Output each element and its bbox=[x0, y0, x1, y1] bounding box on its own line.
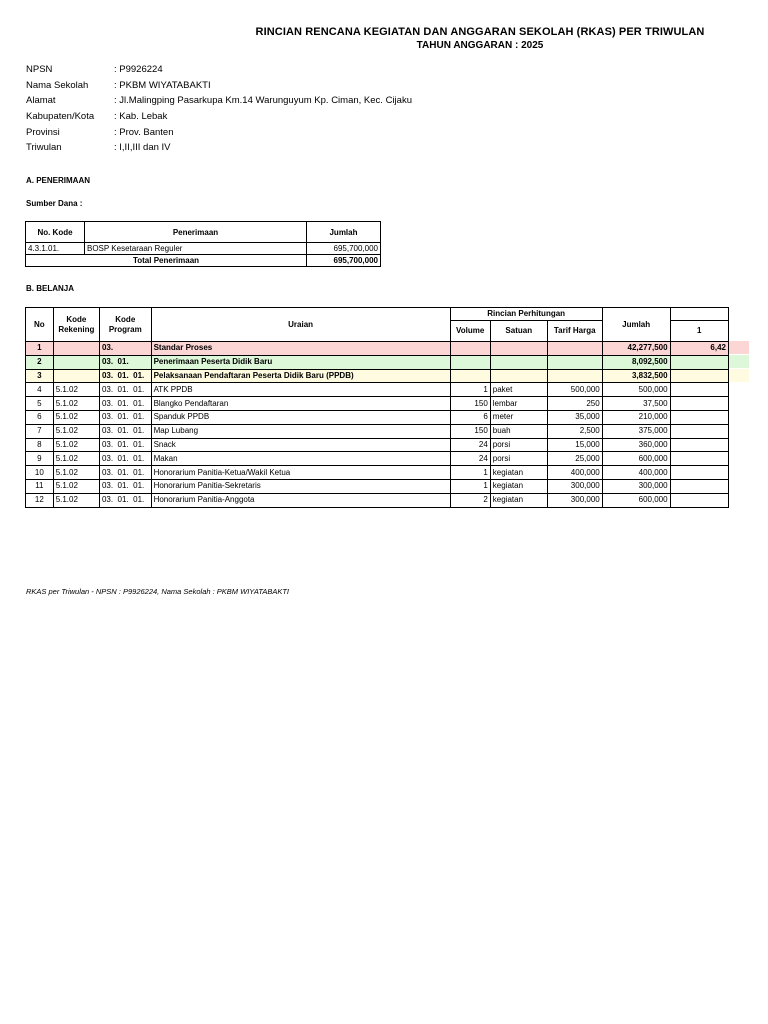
table-row bbox=[26, 342, 729, 356]
cell-uraian: Penerimaan Peserta Didik Baru bbox=[151, 355, 450, 369]
info-label: Nama Sekolah bbox=[26, 79, 89, 91]
cell-jumlah: 375,000 bbox=[602, 424, 670, 438]
cell-tarif: 500,000 bbox=[547, 383, 602, 397]
table-row bbox=[26, 383, 729, 397]
school-info bbox=[26, 62, 412, 156]
cell-triwulan-1 bbox=[670, 438, 728, 452]
belanja-table-viewport bbox=[25, 307, 729, 509]
cell-uraian: Honorarium Panitia-Anggota bbox=[151, 493, 450, 507]
cell-uraian: ATK PPDB bbox=[151, 383, 450, 397]
cell-volume: 24 bbox=[450, 438, 490, 452]
cell-tarif: 35,000 bbox=[547, 410, 602, 424]
report-header bbox=[200, 26, 760, 51]
cell-triwulan-1 bbox=[670, 369, 728, 383]
table-row bbox=[26, 438, 729, 452]
info-value: : Prov. Banten bbox=[114, 126, 174, 138]
cell-jumlah: 8,092,500 bbox=[602, 355, 670, 369]
col-header-no: No bbox=[26, 308, 54, 342]
cell-no: 3 bbox=[26, 369, 54, 383]
cell-kode-rekening: 5.1.02 bbox=[53, 493, 99, 507]
cell-kode-program: 03. 01. 01. bbox=[99, 383, 151, 397]
cell-jumlah: 695,700,000 bbox=[307, 243, 381, 255]
cell-uraian: Makan bbox=[151, 452, 450, 466]
cell-jumlah: 600,000 bbox=[602, 493, 670, 507]
cell-triwulan-1 bbox=[670, 479, 728, 493]
report-title: RINCIAN RENCANA KEGIATAN DAN ANGGARAN SEKOLAH (RKAS) PER TRIWULAN bbox=[255, 26, 705, 38]
cell-uraian: Map Lubang bbox=[151, 424, 450, 438]
cell-uraian: Standar Proses bbox=[151, 342, 450, 356]
cell-volume: 150 bbox=[450, 424, 490, 438]
cell-kode-rekening: 5.1.02 bbox=[53, 438, 99, 452]
cell-satuan: kegiatan bbox=[490, 493, 547, 507]
cell-kode-rekening bbox=[53, 342, 99, 356]
cell-satuan: buah bbox=[490, 424, 547, 438]
cell-triwulan-1 bbox=[670, 466, 728, 480]
cell-kode-program: 03. 01. 01. bbox=[99, 410, 151, 424]
table-row bbox=[26, 410, 729, 424]
col-header-satuan: Satuan bbox=[490, 321, 547, 342]
table-header-row bbox=[26, 308, 729, 321]
info-value: : Kab. Lebak bbox=[114, 111, 168, 123]
cell-no: 2 bbox=[26, 355, 54, 369]
cell-tarif: 15,000 bbox=[547, 438, 602, 452]
cell-triwulan-1 bbox=[670, 397, 728, 411]
cell-volume: 1 bbox=[450, 466, 490, 480]
cell-volume: 24 bbox=[450, 452, 490, 466]
cell-uraian: Pelaksanaan Pendaftaran Peserta Didik Baru (PPDB) bbox=[151, 369, 450, 383]
table-row bbox=[26, 479, 729, 493]
cell-no: 8 bbox=[26, 438, 54, 452]
table-row bbox=[26, 369, 729, 383]
report-subtitle: TAHUN ANGGARAN : 2025 bbox=[416, 40, 544, 51]
cell-kode-program: 03. bbox=[99, 342, 151, 356]
cell-jumlah: 42,277,500 bbox=[602, 342, 670, 356]
cell-tarif bbox=[547, 342, 602, 356]
info-label: Triwulan bbox=[26, 142, 62, 154]
col-header-kode-program: Kode Program bbox=[99, 308, 151, 342]
cell-satuan: paket bbox=[490, 383, 547, 397]
cell-kode-program: 03. 01. 01. bbox=[99, 424, 151, 438]
col-header-triwulan-group bbox=[670, 308, 728, 321]
total-label: Total Penerimaan bbox=[26, 255, 307, 267]
cell-jumlah: 3,832,500 bbox=[602, 369, 670, 383]
cell-no: 11 bbox=[26, 479, 54, 493]
cell-volume: 1 bbox=[450, 479, 490, 493]
section-belanja-title: B. BELANJA bbox=[26, 284, 75, 293]
cell-uraian: Blangko Pendaftaran bbox=[151, 397, 450, 411]
total-row bbox=[26, 255, 381, 267]
cell-satuan: meter bbox=[490, 410, 547, 424]
cell-satuan bbox=[490, 355, 547, 369]
penerimaan-table bbox=[25, 221, 381, 267]
info-row-alamat bbox=[26, 93, 412, 109]
col-header-penerimaan: Penerimaan bbox=[85, 222, 307, 243]
cell-kode-rekening bbox=[53, 355, 99, 369]
table-header-row bbox=[26, 222, 381, 243]
cell-jumlah: 300,000 bbox=[602, 479, 670, 493]
cell-uraian: Honorarium Panitia-Ketua/Wakil Ketua bbox=[151, 466, 450, 480]
cell-tarif: 300,000 bbox=[547, 493, 602, 507]
cell-satuan: porsi bbox=[490, 438, 547, 452]
cell-no: 4 bbox=[26, 383, 54, 397]
cell-kode-rekening: 5.1.02 bbox=[53, 397, 99, 411]
cell-no: 6 bbox=[26, 410, 54, 424]
row-fill-bleed-level2 bbox=[729, 355, 749, 368]
cell-volume: 6 bbox=[450, 410, 490, 424]
cell-no: 10 bbox=[26, 466, 54, 480]
info-label: Provinsi bbox=[26, 126, 60, 138]
info-row-triwulan bbox=[26, 140, 412, 156]
cell-penerimaan: BOSP Kesetaraan Reguler bbox=[85, 243, 307, 255]
table-row bbox=[26, 466, 729, 480]
cell-kode-program: 03. 01. 01. bbox=[99, 438, 151, 452]
cell-kode-program: 03. 01. 01. bbox=[99, 397, 151, 411]
col-header-volume: Volume bbox=[450, 321, 490, 342]
info-value: : Jl.Malingping Pasarkupa Km.14 Warunguyum Kp. Ciman, Kec. Cijaku bbox=[114, 95, 412, 107]
cell-kode-rekening: 5.1.02 bbox=[53, 383, 99, 397]
cell-triwulan-1 bbox=[670, 452, 728, 466]
cell-tarif bbox=[547, 355, 602, 369]
cell-satuan bbox=[490, 342, 547, 356]
cell-uraian: Snack bbox=[151, 438, 450, 452]
table-row bbox=[26, 355, 729, 369]
cell-kode-program: 03. 01. bbox=[99, 355, 151, 369]
col-header-triwulan-1: 1 bbox=[670, 321, 728, 342]
cell-no: 9 bbox=[26, 452, 54, 466]
row-fill-bleed-level1 bbox=[729, 341, 749, 354]
info-label: Kabupaten/Kota bbox=[26, 111, 95, 123]
cell-triwulan-1 bbox=[670, 355, 728, 369]
table-row bbox=[26, 424, 729, 438]
cell-kode-rekening: 5.1.02 bbox=[53, 466, 99, 480]
info-label: Alamat bbox=[26, 95, 56, 107]
table-row bbox=[26, 243, 381, 255]
cell-kode-program: 03. 01. 01. bbox=[99, 493, 151, 507]
cell-triwulan-1: 6,42 bbox=[670, 342, 728, 356]
section-penerimaan-title: A. PENERIMAAN bbox=[26, 176, 91, 185]
cell-kode-rekening: 5.1.02 bbox=[53, 452, 99, 466]
cell-satuan: lembar bbox=[490, 397, 547, 411]
cell-volume: 2 bbox=[450, 493, 490, 507]
cell-triwulan-1 bbox=[670, 493, 728, 507]
cell-tarif: 250 bbox=[547, 397, 602, 411]
cell-tarif: 2,500 bbox=[547, 424, 602, 438]
cell-kode-program: 03. 01. 01. bbox=[99, 369, 151, 383]
cell-triwulan-1 bbox=[670, 424, 728, 438]
cell-jumlah: 360,000 bbox=[602, 438, 670, 452]
cell-kode: 4.3.1.01. bbox=[26, 243, 85, 255]
cell-kode-rekening: 5.1.02 bbox=[53, 410, 99, 424]
cell-uraian: Honorarium Panitia-Sekretaris bbox=[151, 479, 450, 493]
row-fill-bleed-level3 bbox=[729, 369, 749, 382]
belanja-table bbox=[25, 307, 729, 508]
info-row-provinsi bbox=[26, 124, 412, 140]
cell-jumlah: 210,000 bbox=[602, 410, 670, 424]
info-row-npsn bbox=[26, 62, 412, 78]
cell-satuan: porsi bbox=[490, 452, 547, 466]
info-value: : P9926224 bbox=[114, 64, 163, 76]
cell-tarif: 25,000 bbox=[547, 452, 602, 466]
cell-satuan: kegiatan bbox=[490, 466, 547, 480]
cell-triwulan-1 bbox=[670, 383, 728, 397]
col-header-tarif: Tarif Harga bbox=[547, 321, 602, 342]
cell-jumlah: 600,000 bbox=[602, 452, 670, 466]
cell-jumlah: 37,500 bbox=[602, 397, 670, 411]
info-row-nama-sekolah bbox=[26, 78, 412, 94]
cell-volume bbox=[450, 342, 490, 356]
col-header-rincian: Rincian Perhitungan bbox=[450, 308, 602, 321]
cell-tarif: 300,000 bbox=[547, 479, 602, 493]
info-value: : PKBM WIYATABAKTI bbox=[114, 79, 211, 91]
cell-tarif bbox=[547, 369, 602, 383]
info-row-kabupaten bbox=[26, 109, 412, 125]
cell-tarif: 400,000 bbox=[547, 466, 602, 480]
cell-no: 12 bbox=[26, 493, 54, 507]
cell-kode-rekening: 5.1.02 bbox=[53, 479, 99, 493]
cell-volume bbox=[450, 369, 490, 383]
cell-kode-rekening bbox=[53, 369, 99, 383]
info-value: : I,II,III dan IV bbox=[114, 142, 171, 154]
cell-satuan: kegiatan bbox=[490, 479, 547, 493]
col-header-uraian: Uraian bbox=[151, 308, 450, 342]
total-value: 695,700,000 bbox=[307, 255, 381, 267]
cell-volume: 1 bbox=[450, 383, 490, 397]
cell-triwulan-1 bbox=[670, 410, 728, 424]
cell-no: 5 bbox=[26, 397, 54, 411]
cell-volume bbox=[450, 355, 490, 369]
table-row bbox=[26, 397, 729, 411]
info-label: NPSN bbox=[26, 64, 53, 76]
col-header-jumlah: Jumlah bbox=[602, 308, 670, 342]
page-footer: RKAS per Triwulan - NPSN : P9926224, Nama Sekolah : PKBM WIYATABAKTI bbox=[26, 587, 290, 596]
cell-kode-program: 03. 01. 01. bbox=[99, 479, 151, 493]
sumber-dana-label: Sumber Dana : bbox=[26, 199, 83, 208]
table-row bbox=[26, 493, 729, 507]
cell-no: 7 bbox=[26, 424, 54, 438]
cell-kode-rekening: 5.1.02 bbox=[53, 424, 99, 438]
col-header-no-kode: No. Kode bbox=[26, 222, 85, 243]
cell-jumlah: 400,000 bbox=[602, 466, 670, 480]
cell-uraian: Spanduk PPDB bbox=[151, 410, 450, 424]
col-header-jumlah: Jumlah bbox=[307, 222, 381, 243]
cell-kode-program: 03. 01. 01. bbox=[99, 452, 151, 466]
table-row bbox=[26, 452, 729, 466]
cell-kode-program: 03. 01. 01. bbox=[99, 466, 151, 480]
cell-satuan bbox=[490, 369, 547, 383]
cell-volume: 150 bbox=[450, 397, 490, 411]
col-header-kode-rekening: Kode Rekening bbox=[53, 308, 99, 342]
cell-jumlah: 500,000 bbox=[602, 383, 670, 397]
cell-no: 1 bbox=[26, 342, 54, 356]
